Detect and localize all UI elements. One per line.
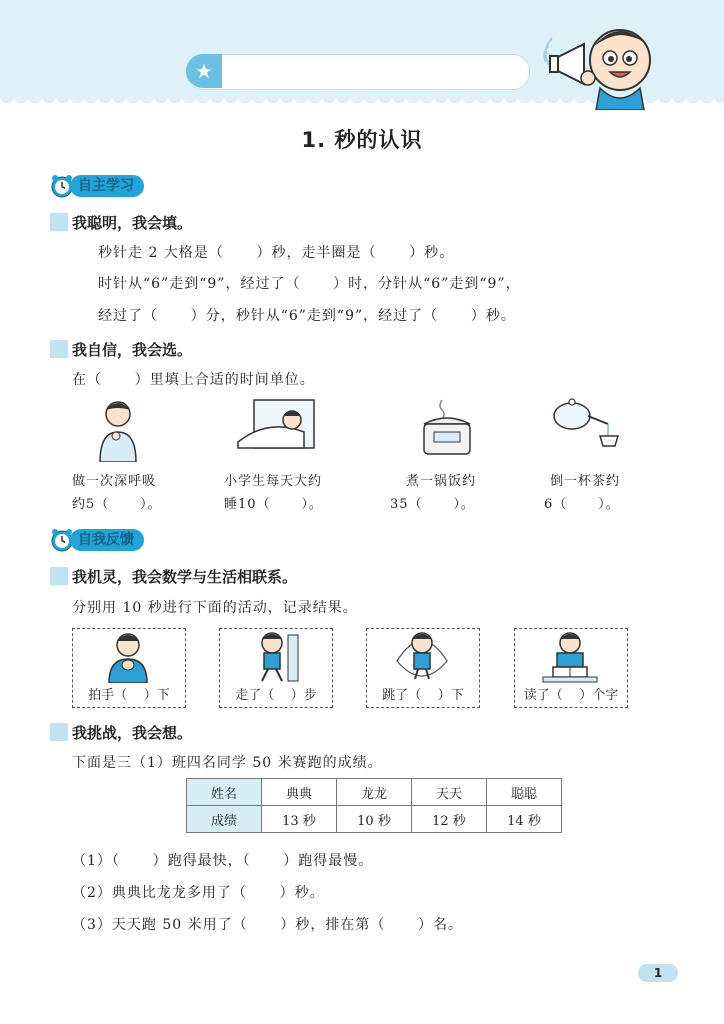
- race-results-table: [186, 778, 562, 833]
- table-cell: 典典: [262, 779, 337, 806]
- table-cell: 聪聪: [487, 779, 562, 806]
- activity-caption-clap: 拍手（ ）下: [88, 688, 170, 703]
- part1-line-1: 秒针走 2 大格是（ ）秒，走半圈是（ ）秒。: [98, 245, 455, 261]
- table-row: [187, 779, 562, 806]
- item3-caption-line1: 煮一锅饭约: [406, 474, 477, 489]
- section-badge-self-study: [50, 174, 144, 198]
- part1-line-2: 时针从“6”走到“9”，经过了（ ）时，分针从“6”走到“9”，: [98, 276, 521, 292]
- section-badge-label: 自我反馈: [70, 529, 144, 551]
- activity-box-walk: [219, 628, 333, 708]
- table-header-cell: 成绩: [187, 806, 262, 833]
- page-number: 1: [638, 964, 678, 982]
- question-1: （1）（ ）跑得最快，（ ）跑得最慢。: [72, 853, 374, 869]
- child-sleeping-icon: [236, 398, 316, 454]
- boy-walking-icon: [244, 631, 306, 683]
- table-header-cell: 姓名: [187, 779, 262, 806]
- square-marker-icon: [50, 213, 68, 231]
- part1-heading-text: 我聪明，我会填。: [72, 213, 193, 232]
- part4-heading-text: 我挑战，我会想。: [72, 723, 193, 742]
- item3-caption-line2: 35（ ）。: [390, 497, 475, 512]
- boy-reading-icon: [539, 631, 601, 683]
- table-cell: 天天: [412, 779, 487, 806]
- table-cell: 13 秒: [262, 806, 337, 833]
- item4-caption-line1: 倒一杯茶约: [550, 474, 621, 489]
- part3-heading: [50, 566, 297, 586]
- section-badge-self-feedback: [50, 528, 144, 552]
- question-3: （3）天天跑 50 米用了（ ）秒，排在第（ ）名。: [72, 917, 464, 933]
- table-cell: 10 秒: [337, 806, 412, 833]
- activity-caption-walk: 走了（ ）步: [235, 688, 317, 703]
- square-marker-icon: [50, 723, 68, 741]
- activity-box-read: [514, 628, 628, 708]
- question-2: （2）典典比龙龙多用了（ ）秒。: [72, 885, 325, 901]
- part3-instruction: 分别用 10 秒进行下面的活动，记录结果。: [72, 600, 358, 616]
- item2-caption-line1: 小学生每天大约: [224, 474, 323, 489]
- part1-heading: [50, 212, 192, 232]
- boy-jumping-rope-icon: [391, 631, 453, 683]
- table-cell: 龙龙: [337, 779, 412, 806]
- part2-heading: [50, 339, 192, 359]
- activity-box-clap: [72, 628, 186, 708]
- mascot-megaphone-icon: [540, 14, 670, 110]
- part4-intro: 下面是三（1）班四名同学 50 米赛跑的成绩。: [72, 755, 383, 771]
- table-cell: 12 秒: [412, 806, 487, 833]
- item1-caption-line2: 约5（ ）。: [72, 497, 162, 512]
- rice-cooker-icon: [420, 398, 474, 458]
- part2-instruction: 在（ ）里填上合适的时间单位。: [72, 372, 315, 388]
- part2-heading-text: 我自信，我会选。: [72, 340, 193, 359]
- item4-caption-line2: 6（ ）。: [544, 497, 620, 512]
- boy-clapping-icon: [97, 631, 159, 683]
- section-badge-label: 自主学习: [70, 175, 144, 197]
- chapter-title-bar: [186, 54, 530, 90]
- page-title: 1. 秒的认识: [301, 128, 423, 152]
- square-marker-icon: [50, 340, 68, 358]
- square-marker-icon: [50, 567, 68, 585]
- part1-line-3: 经过了（ ）分，秒针从“6”走到“9”，经过了（ ）秒。: [98, 308, 516, 324]
- table-row: [187, 806, 562, 833]
- activity-caption-jump: 跳了（ ）下: [382, 688, 464, 703]
- teapot-pouring-icon: [548, 398, 620, 448]
- boy-breathing-icon: [92, 398, 144, 462]
- part4-heading: [50, 722, 192, 742]
- item1-caption-line1: 做一次深呼吸: [72, 474, 157, 489]
- activity-caption-read: 读了（ ）个字: [523, 688, 619, 703]
- activity-box-jump: [366, 628, 480, 708]
- part3-heading-text: 我机灵，我会数学与生活相联系。: [72, 567, 298, 586]
- table-cell: 14 秒: [487, 806, 562, 833]
- star-icon: ★: [186, 54, 222, 88]
- item2-caption-line2: 睡10（ ）。: [224, 497, 323, 512]
